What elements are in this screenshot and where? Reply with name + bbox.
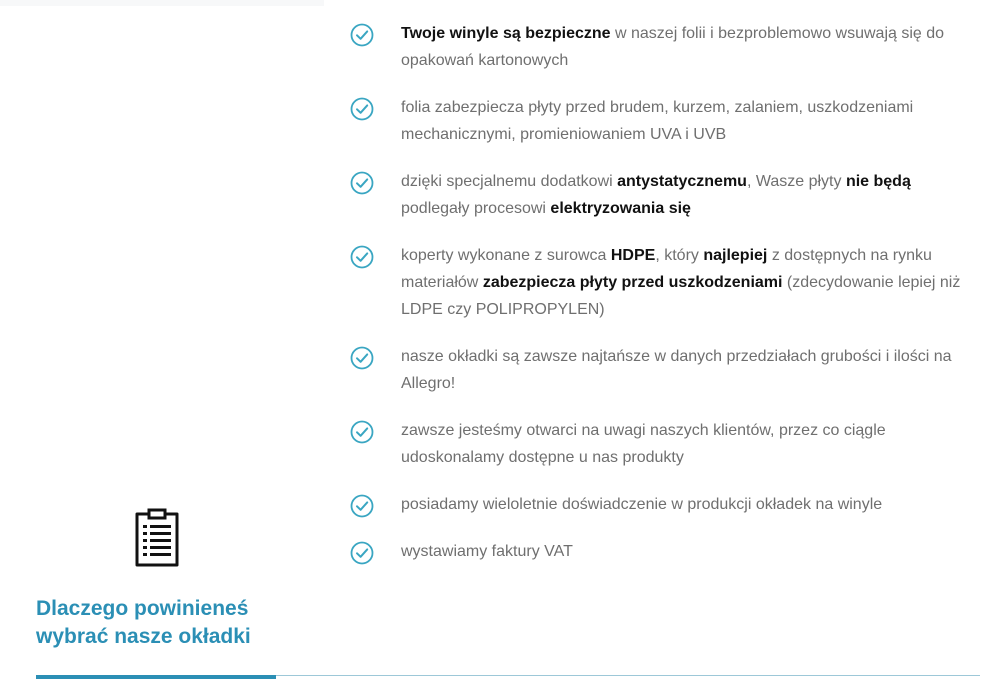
feature-highlight: najlepiej: [703, 247, 768, 264]
feature-item: [348, 417, 978, 471]
section-title-line2: wybrać nasze okładki: [36, 625, 251, 648]
clipboard-list-icon: [134, 508, 180, 568]
feature-highlight: zabezpiecza płyty przed uszkodzeniami: [482, 274, 783, 291]
feature-item: [348, 20, 978, 74]
feature-text: , który: [655, 247, 704, 264]
feature-text: (zdecydowanie lepiej niż LDPE czy POLIPROPYLEN): [401, 274, 961, 318]
feature-item: [348, 343, 978, 397]
feature-item: [348, 491, 978, 518]
feature-highlight: Twoje winyle są bezpieczne: [401, 25, 611, 42]
check-circle-icon: [350, 494, 374, 518]
check-circle-icon: [350, 97, 374, 121]
feature-item: [348, 242, 978, 323]
feature-text: dzięki specjalnemu dodatkowi: [401, 173, 618, 190]
section-title-line1: Dlaczego powinieneś: [36, 597, 249, 620]
feature-item: [348, 94, 978, 148]
check-circle-icon: [350, 420, 374, 444]
feature-item: [348, 538, 978, 565]
feature-text: nasze okładki są zawsze najtańsze w danych przedziałach grubości i ilości na Allegro!: [401, 348, 952, 392]
feature-text: z dostępnych na rynku materiałów: [401, 247, 932, 291]
feature-highlight: antystatycznemu: [617, 173, 747, 190]
feature-text: koperty wykonane z surowca: [401, 247, 611, 264]
check-circle-icon: [350, 541, 374, 565]
feature-text: podlegały procesowi: [401, 200, 551, 217]
top-strip: [0, 0, 324, 6]
section-title: [36, 595, 326, 651]
divider-accent: [36, 675, 276, 679]
check-circle-icon: [350, 245, 374, 269]
feature-text: posiadamy wieloletnie doświadczenie w produkcji okładek na winyle: [401, 496, 883, 513]
feature-text: wystawiamy faktury VAT: [401, 543, 573, 560]
check-circle-icon: [350, 23, 374, 47]
feature-text: w naszej folii i bezproblemowo wsuwają się do opakowań kartonowych: [401, 25, 945, 69]
feature-text: zawsze jesteśmy otwarci na uwagi naszych klientów, przez co ciągle udoskonalamy dostępne u nas produkty: [401, 422, 886, 466]
feature-highlight: nie będą: [845, 173, 911, 190]
check-circle-icon: [350, 346, 374, 370]
feature-highlight: elektryzowania się: [550, 200, 691, 217]
feature-highlight: HDPE: [610, 247, 656, 264]
feature-item: [348, 168, 978, 222]
feature-text: , Wasze płyty: [746, 173, 846, 190]
feature-text: folia zabezpiecza płyty przed brudem, kurzem, zalaniem, uszkodzeniami mechanicznymi, promieniowaniem UVA i UVB: [401, 99, 914, 143]
features-list: [348, 20, 978, 565]
check-circle-icon: [350, 171, 374, 195]
